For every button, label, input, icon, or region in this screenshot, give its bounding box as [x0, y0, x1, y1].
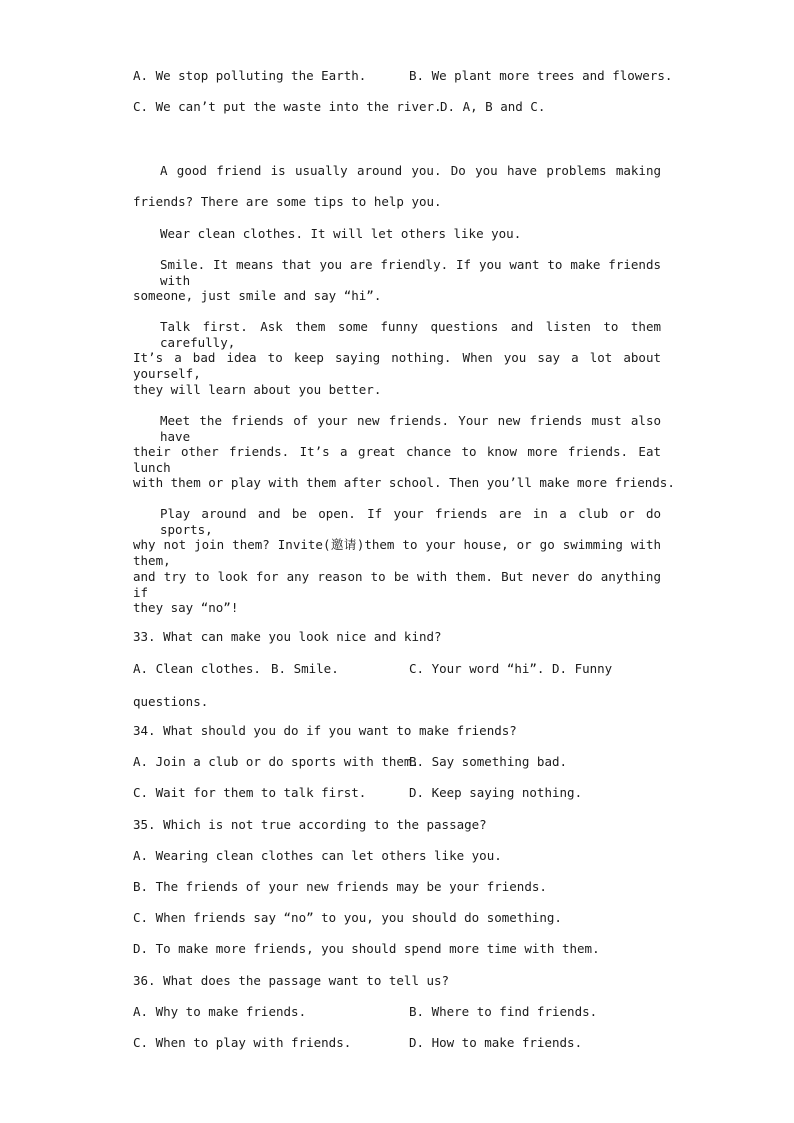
option-c: C. When to play with friends.	[133, 1035, 352, 1050]
option-b: B. Say something bad.	[409, 754, 568, 769]
option-d: D. How to make friends.	[409, 1035, 583, 1050]
option-b: B. Where to find friends.	[409, 1004, 598, 1019]
passage-line: someone, just smile and say “hi”.	[133, 288, 382, 303]
question-stem: 34. What should you do if you want to make friends?	[133, 723, 517, 738]
option-a: A. Join a club or do sports with them.	[133, 754, 419, 769]
option-d: D. To make more friends, you should spend more time with them.	[133, 941, 600, 956]
option-d-continued: questions.	[133, 694, 209, 709]
passage-line: they say “no”!	[133, 600, 239, 615]
question-stem: 35. Which is not true according to the passage?	[133, 817, 487, 832]
option-c: C. When friends say “no” to you, you should do something.	[133, 910, 562, 925]
option-a: A. Why to make friends.	[133, 1004, 307, 1019]
passage-line: they will learn about you better.	[133, 382, 382, 397]
passage-line: and try to look for any reason to be with them. But never do anything if	[133, 569, 661, 600]
option-a: A. We stop polluting the Earth.	[133, 68, 367, 83]
passage-line: A good friend is usually around you. Do you have problems making	[160, 163, 661, 178]
passage-line: Talk first. Ask them some funny questions and listen to them carefully,	[160, 319, 661, 350]
option-a: A. Wearing clean clothes can let others like you.	[133, 848, 502, 863]
option-b: B. We plant more trees and flowers.	[409, 68, 673, 83]
passage-line: friends? There are some tips to help you.	[133, 194, 442, 209]
question-stem: 36. What does the passage want to tell us?	[133, 973, 450, 988]
option-c: C. We can’t put the waste into the river.	[133, 99, 442, 114]
passage-line: It’s a bad idea to keep saying nothing. When you say a lot about yourself,	[133, 350, 661, 381]
passage-line: Wear clean clothes. It will let others like you.	[160, 226, 522, 241]
option-c: C. Wait for them to talk first.	[133, 785, 367, 800]
option-d: D. A, B and C.	[440, 99, 546, 114]
passage-line: their other friends. It’s a great chance to know more friends. Eat lunch	[133, 444, 661, 475]
passage-line: Meet the friends of your new friends. Your new friends must also have	[160, 413, 661, 444]
passage-line: with them or play with them after school. Then you’ll make more friends.	[133, 475, 675, 490]
option-a: A. Clean clothes.	[133, 661, 261, 676]
option-b: B. Smile.	[271, 661, 339, 676]
question-stem: 33. What can make you look nice and kind?	[133, 629, 442, 644]
option-c: C. Your word “hi”. D. Funny	[409, 661, 613, 676]
option-d: D. Keep saying nothing.	[409, 785, 583, 800]
passage-line: why not join them? Invite(邀请)them to your house, or go swimming with them,	[133, 537, 661, 568]
option-b: B. The friends of your new friends may be your friends.	[133, 879, 547, 894]
passage-line: Smile. It means that you are friendly. If you want to make friends with	[160, 257, 661, 288]
passage-line: Play around and be open. If your friends are in a club or do sports,	[160, 506, 661, 537]
